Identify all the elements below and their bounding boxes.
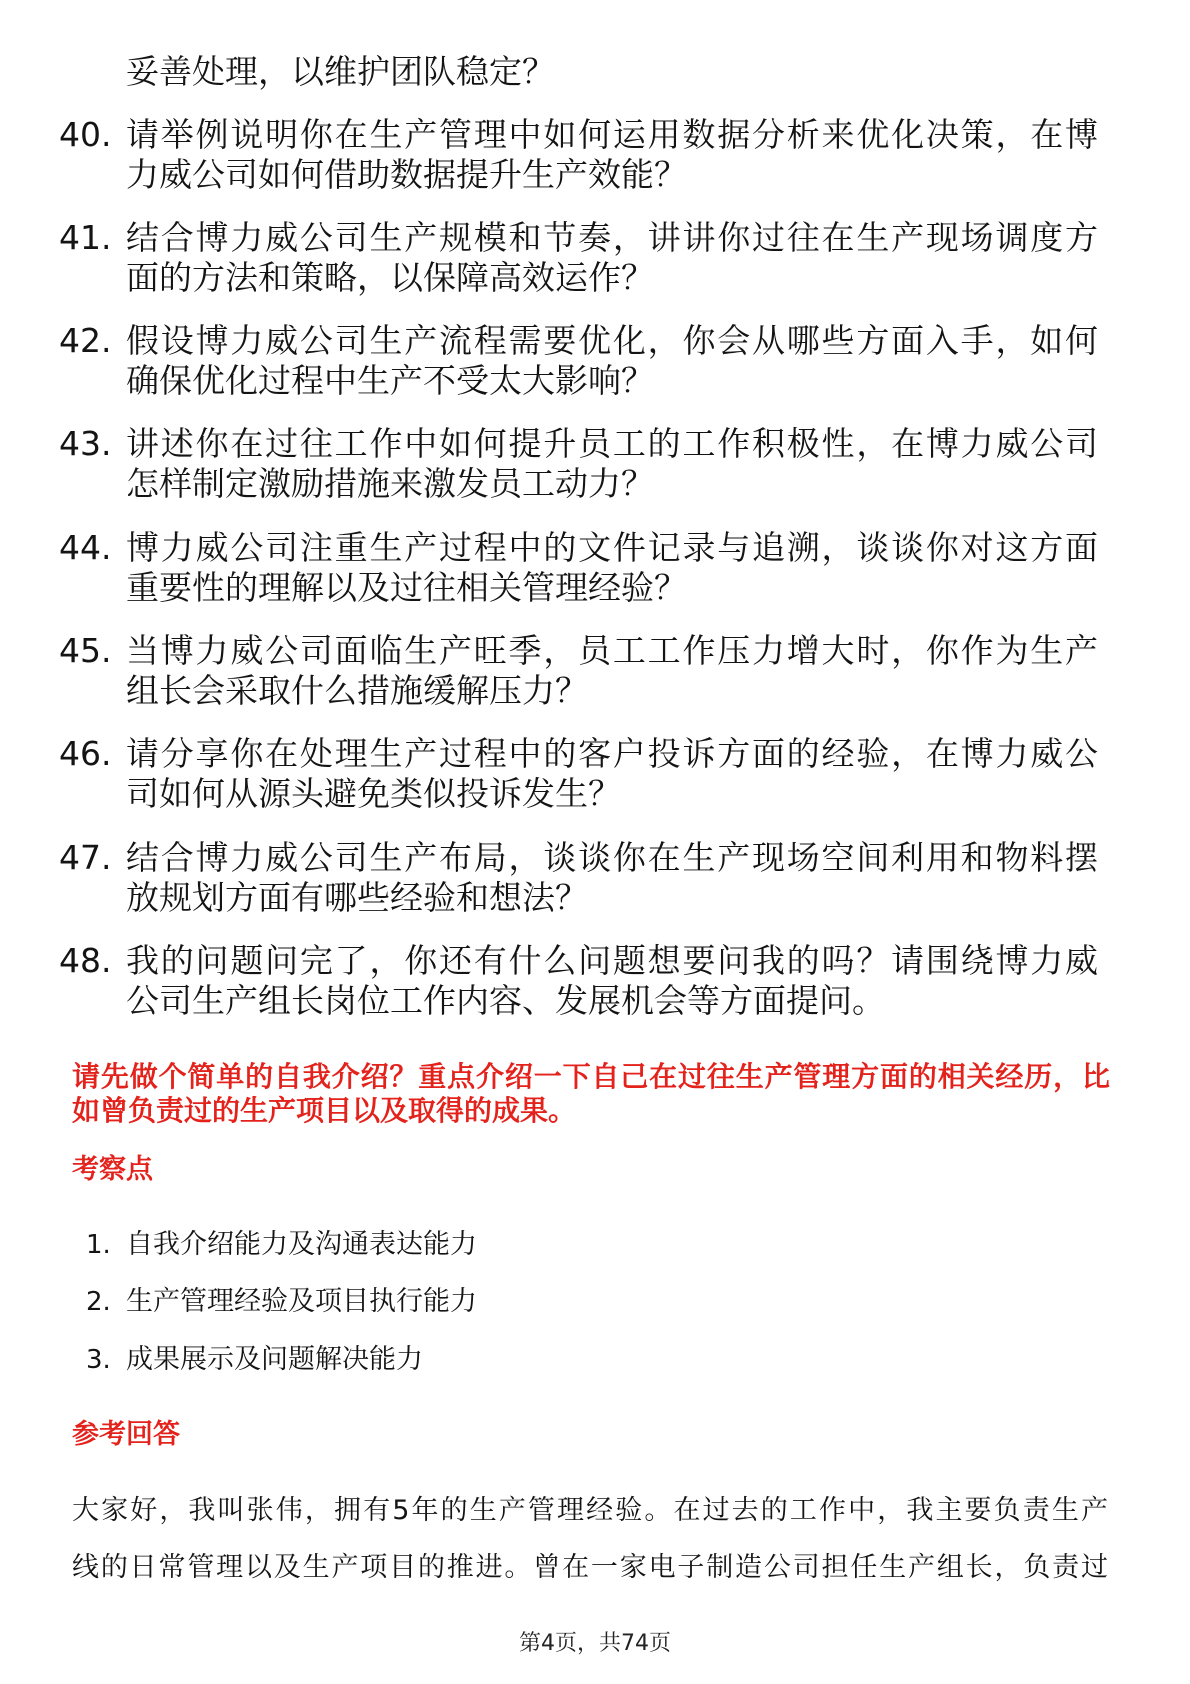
question-number: 48. [59,941,112,980]
focus-item-text: 成果展示及问题解决能力 [126,1344,423,1375]
question-line: 当博力威公司面临生产旺季，员工工作压力增大时，你作为生产 [126,631,1098,670]
question-line: 司如何从源头避免类似投诉发生？ [126,774,621,813]
question-item [0,115,1190,197]
answer-paragraph-line: 线的日常管理以及生产项目的推进。曾在一家电子制造公司担任生产组长，负责过 [72,1552,1108,1583]
focus-list-item [0,1228,1190,1262]
answer-heading: 参考回答 [72,1419,180,1450]
question-line: 博力威公司注重生产过程中的文件记录与追溯，谈谈你对这方面 [126,528,1098,567]
section-question-line: 如曾负责过的生产项目以及取得的成果。 [72,1094,577,1127]
question-number: 41. [59,218,112,257]
question-number: 42. [59,321,112,360]
question-number: 46. [59,734,112,773]
focus-item-number: 2. [86,1287,111,1317]
question-line: 放规划方面有哪些经验和想法？ [126,878,588,917]
question-continuation-line: 妥善处理，以维护团队稳定？ [126,52,555,91]
question-line: 讲述你在过往工作中如何提升员工的工作积极性，在博力威公司 [126,424,1098,463]
question-line: 假设博力威公司生产流程需要优化，你会从哪些方面入手，如何 [126,321,1098,360]
question-item [0,218,1190,300]
question-item [0,941,1190,1023]
question-line: 结合博力威公司生产规模和节奏，讲讲你过往在生产现场调度方 [126,218,1098,257]
question-number: 47. [59,838,112,877]
focus-item-text: 生产管理经验及项目执行能力 [126,1286,477,1317]
focus-list-item [0,1343,1190,1377]
question-line: 请举例说明你在生产管理中如何运用数据分析来优化决策，在博 [126,115,1098,154]
question-line: 我的问题问完了，你还有什么问题想要问我的吗？请围绕博力威 [126,941,1098,980]
focus-item-number: 3. [86,1345,111,1375]
question-item [0,734,1190,816]
question-line: 确保优化过程中生产不受太大影响？ [126,361,654,400]
answer-paragraph-line: 大家好，我叫张伟，拥有5年的生产管理经验。在过去的工作中，我主要负责生产 [72,1495,1108,1526]
section-question-line: 请先做个简单的自我介绍？重点介绍一下自己在过往生产管理方面的相关经历，比 [72,1060,1110,1093]
question-line: 请分享你在处理生产过程中的客户投诉方面的经验，在博力威公 [126,734,1098,773]
focus-item-text: 自我介绍能力及沟通表达能力 [126,1229,477,1260]
page-footer-label: 第4页，共74页 [519,1631,671,1656]
focus-item-number: 1. [86,1230,111,1260]
question-line: 怎样制定激励措施来激发员工动力？ [126,464,654,503]
question-line: 面的方法和策略，以保障高效运作？ [126,258,654,297]
question-number: 40. [59,115,112,154]
question-item [0,321,1190,403]
question-line: 力威公司如何借助数据提升生产效能？ [126,155,687,194]
question-number: 45. [59,631,112,670]
question-line: 结合博力威公司生产布局，谈谈你在生产现场空间利用和物料摆 [126,838,1098,877]
question-line: 组长会采取什么措施缓解压力？ [126,671,588,710]
question-item [0,631,1190,713]
question-line: 重要性的理解以及过往相关管理经验？ [126,568,687,607]
question-item [0,838,1190,920]
question-number: 44. [59,528,112,567]
question-line: 公司生产组长岗位工作内容、发展机会等方面提问。 [126,981,885,1020]
question-item [0,528,1190,610]
question-number: 43. [59,424,112,463]
focus-list-item [0,1285,1190,1319]
question-item [0,424,1190,506]
focus-heading: 考察点 [72,1154,153,1185]
